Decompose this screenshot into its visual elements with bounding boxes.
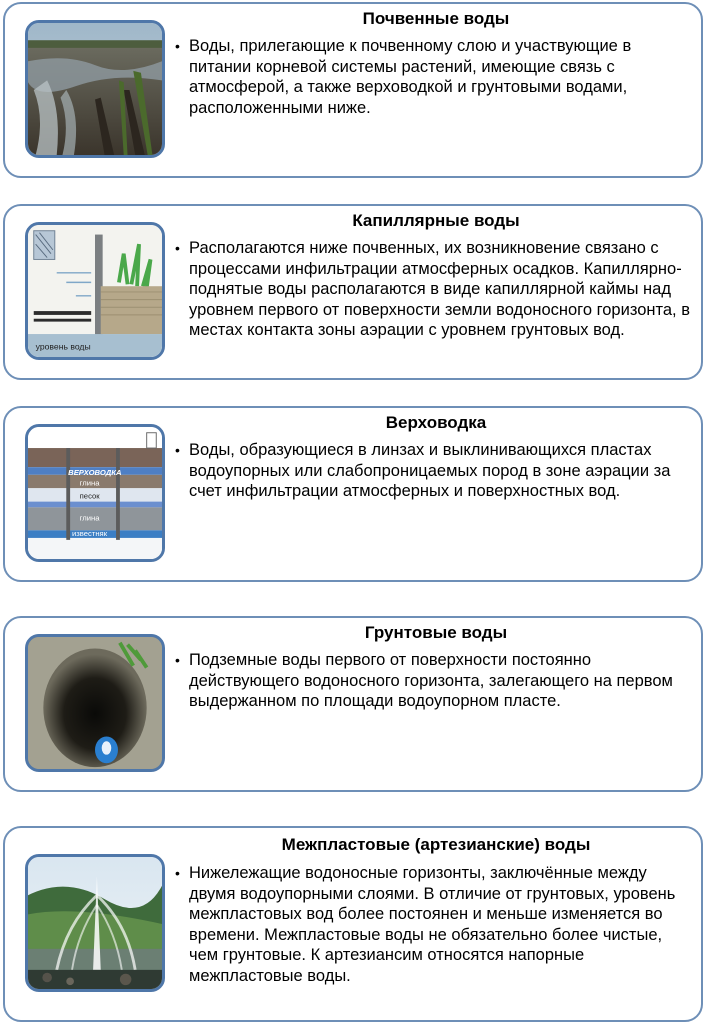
card-text: Располагаются ниже почвенных, их возникновение связано с процессами инфильтрации атмосферных осадков. Капиллярно-поднятые воды располагаются в виде капиллярной каймы над уровнем первого от поверхности земли водоносного горизонта, в местах контакта зоны аэрации с уровнем грунтовых вод. xyxy=(189,239,690,339)
soil-water-photo xyxy=(25,20,165,158)
card-title: Почвенные воды xyxy=(362,9,510,28)
card-text: Подземные воды первого от поверхности постоянно действующего водоносного горизонта, залегающего на первом выдержанном по площади водоупорном пласте. xyxy=(189,651,673,710)
card-artesian-water xyxy=(3,826,703,1022)
capillary-diagram-label: уровень воды xyxy=(35,341,91,352)
label-clay-1: глина xyxy=(79,478,100,488)
card-soil-water xyxy=(3,2,703,178)
bullet: • xyxy=(175,240,180,256)
card-body xyxy=(169,36,693,118)
card-title: Капиллярные воды xyxy=(352,211,520,230)
bullet: • xyxy=(175,652,180,668)
bullet: • xyxy=(175,38,180,54)
label-clay-2: глина xyxy=(79,513,100,523)
card-text: Нижележащие водоносные горизонты, заключённые между двумя водоупорными слоями. В отличие от грунтовых, уровень межпластовых вод более постоянен и меньше изменяется во времени. Межпластовые воды не обязательно более чистые, чем грунтовые. К артезиансим относятся напорные межпластовые воды. xyxy=(189,864,676,985)
artesian-fountain-image xyxy=(28,857,162,989)
card-text: Воды, образующиеся в линзах и выклинивающихся пластах водоупорных или слабопроницаемых пород в зоне аэрации за счет инфильтрации атмосферных и поверхностных вод. xyxy=(189,441,671,500)
capillary-water-diagram xyxy=(25,222,165,360)
perched-water-image xyxy=(28,427,162,559)
perched-water-diagram xyxy=(25,424,165,562)
well-photo xyxy=(25,634,165,772)
artesian-fountain-photo xyxy=(25,854,165,992)
bullet: • xyxy=(175,865,180,881)
card-capillary-water xyxy=(3,204,703,380)
card-perched-water xyxy=(3,406,703,582)
bullet: • xyxy=(175,442,180,458)
card-title: Межпластовые (артезианские) воды xyxy=(281,835,591,854)
card-title: Верховодка xyxy=(385,413,487,432)
card-body xyxy=(169,863,693,986)
card-text: Воды, прилегающие к почвенному слою и участвующие в питании корневой системы растений, имеющие связь с атмосферой, а также верховодкой и грунтовыми водами, расположенными ниже. xyxy=(189,37,632,117)
soil-water-image xyxy=(28,23,162,155)
well-image xyxy=(28,637,162,769)
card-body xyxy=(169,440,693,502)
card-ground-water xyxy=(3,616,703,792)
card-body xyxy=(169,650,693,712)
card-title: Грунтовые воды xyxy=(364,623,508,642)
label-limestone: известняк xyxy=(72,529,108,539)
capillary-water-image xyxy=(28,225,162,357)
card-body xyxy=(169,238,693,341)
label-perched: ВЕРХОВОДКА xyxy=(68,467,122,477)
label-sand: песок xyxy=(79,491,100,501)
